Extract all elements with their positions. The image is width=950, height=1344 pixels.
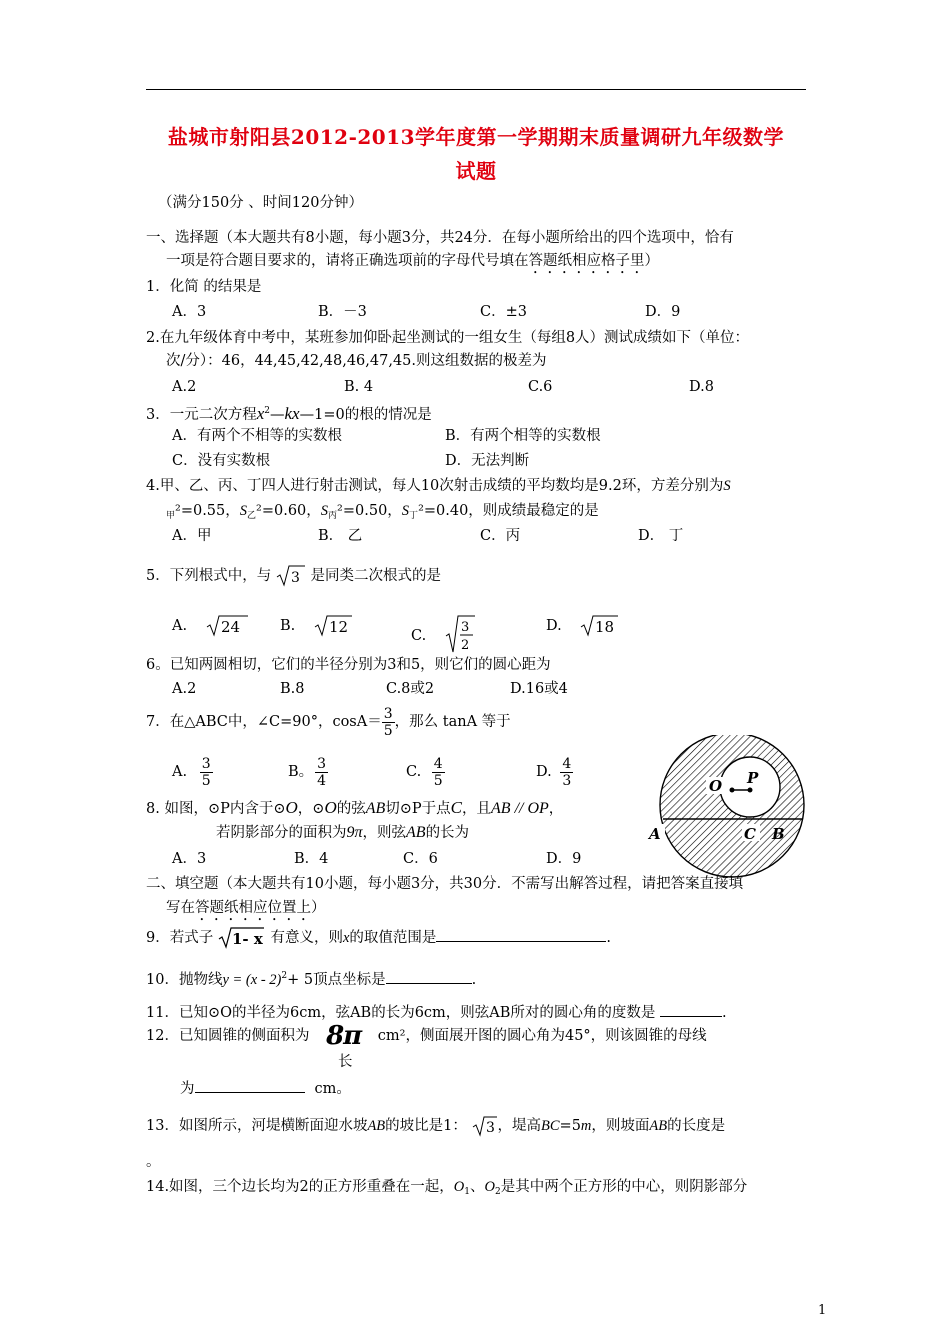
q8-l1-O1: O <box>285 798 298 817</box>
q12-wei: 为 <box>180 1081 195 1097</box>
q13-sqrt <box>472 1115 498 1137</box>
q4-s-ding: S <box>401 503 410 519</box>
q14-o2: O <box>484 1179 495 1195</box>
q8-l2-a: 若阴影部分的面积为 <box>216 825 347 841</box>
q7-frac-d-num: 4 <box>562 755 572 772</box>
q14-sep: 、 <box>470 1179 485 1195</box>
section1-header-line2 <box>166 251 659 277</box>
q11-answer-blank[interactable] <box>660 1002 722 1017</box>
q5-option-a <box>172 614 250 638</box>
q8-l2-c: 的长为 <box>425 825 470 841</box>
page-number: 1 <box>818 1303 827 1318</box>
q4-line1 <box>146 476 731 496</box>
q1-option-c: C．±3 <box>480 304 527 320</box>
q8-line2 <box>216 823 469 843</box>
section1-header-line1: 一、选择题（本大题共有8小题，每小题3分，共24分．在每小题所给出的四个选项中，恰有 <box>146 230 734 246</box>
q13-AB: AB <box>367 1118 386 1134</box>
q4-s-letter: S <box>723 478 731 494</box>
q9-radicand: 1- x <box>231 930 263 948</box>
section2-header-text: 写在 <box>166 900 195 916</box>
q11-end: . <box>722 1005 727 1021</box>
q5-option-c <box>411 614 477 654</box>
q6-stem: 6。已知两圆相切，它们的半径分别为3和5，则它们的圆心距为 <box>146 657 551 673</box>
q4-var-d: ²=0.40，则成绩最稳定的是 <box>418 503 599 519</box>
q8-l2-AB: AB <box>406 824 426 841</box>
q13-line1 <box>146 1115 725 1137</box>
header-rule <box>146 89 806 90</box>
q8-l1-e: ，且 <box>462 801 492 817</box>
q5-c-numerator: 3 <box>460 620 470 635</box>
q8-point-o <box>730 788 735 793</box>
q9-c: 的取值范围是 <box>349 930 437 946</box>
q14-line <box>146 1177 747 1202</box>
q2-option-a: A.2 <box>172 379 197 395</box>
q2-line2: 次/分）：46，44,45,42,48,46,47,45.则这组数据的极差为 <box>166 353 547 369</box>
q12-8pi-image: 8π <box>326 1021 362 1051</box>
q12-unit: cm。 <box>314 1081 351 1097</box>
q7-frac-d <box>560 756 573 789</box>
q7-frac-c-den: 5 <box>433 772 443 789</box>
q2-option-c: C.6 <box>528 379 553 395</box>
q5-c-denominator: 2 <box>460 638 470 653</box>
q4-option-c: C．丙 <box>480 528 521 544</box>
q14-sub1: 1 <box>464 1187 471 1197</box>
q7-stem-b: ，那么 tanA 等于 <box>394 714 511 730</box>
q14-o1: O <box>453 1179 465 1195</box>
q10-b: 顶点坐标是 <box>313 972 386 988</box>
q6-option-d: D.16或4 <box>510 681 568 697</box>
q12-line3 <box>180 1078 351 1099</box>
q7-cos-fraction <box>382 706 395 739</box>
q8-option-d: D．9 <box>546 851 582 867</box>
q7-frac-d-den: 3 <box>562 772 572 789</box>
q7-cos-den: 5 <box>383 722 393 739</box>
q8-option-b: B．4 <box>294 851 329 867</box>
q12-answer-blank[interactable] <box>195 1078 305 1093</box>
q5-sqrt-radicand: 3 <box>290 570 300 586</box>
q5-option-d <box>546 614 620 638</box>
q10-sup: 2 <box>281 971 288 981</box>
q7-stem <box>146 700 511 744</box>
q8-l1-AB: AB <box>365 800 386 817</box>
q8-label-c: C <box>744 825 756 843</box>
q9-end: . <box>606 930 611 946</box>
q4-option-d: D． 丁 <box>638 528 684 544</box>
q7-frac-a-den: 5 <box>201 772 211 789</box>
q8-l1-a: 8. 如图，⊙P内含于⊙ <box>146 801 286 817</box>
q8-option-c: C．6 <box>403 851 438 867</box>
q5-label-a: A. <box>172 618 188 634</box>
q8-line1 <box>146 798 563 819</box>
q13-b: 的坡比是1： <box>385 1118 467 1134</box>
q7-frac-c-num: 4 <box>433 755 443 772</box>
section2-emphasis-text: 答题纸相应位置上 <box>195 900 311 916</box>
q5-sqrt-d <box>580 614 620 638</box>
q4-sub-ding: 丁 <box>409 511 419 521</box>
q4-sub-bing: 丙 <box>328 511 338 521</box>
q7-label-d: D. <box>536 764 552 780</box>
q13-c: ，堤高 <box>497 1118 542 1134</box>
q13-radicand: 3 <box>485 1120 495 1136</box>
q6-option-b: B.8 <box>280 681 305 697</box>
q12-chang: 长 <box>338 1054 353 1070</box>
exam-meta: （满分150分 、时间120分钟） <box>158 195 363 211</box>
q8-l1-c: 的弦 <box>336 801 366 817</box>
q3-prefix: 3．一元二次方程 <box>146 407 257 423</box>
q12-a: 12．已知圆锥的侧面积为 <box>146 1028 310 1044</box>
exam-title-line1: 盐城市射阳县2012-2013学年度第一学期期末质量调研九年级数学 <box>167 125 785 149</box>
q2-option-d: D.8 <box>689 379 714 395</box>
q13-m: m <box>580 1118 592 1134</box>
q3-eq-sup: 2 <box>264 406 271 416</box>
q5-label-d: D. <box>546 618 562 634</box>
q5-stem <box>146 564 441 588</box>
q13-AB2: AB <box>649 1118 668 1134</box>
q8-point-p <box>748 788 753 793</box>
q3-stem <box>146 401 432 425</box>
q12-line1 <box>146 1021 707 1051</box>
q8-label-p: P <box>747 769 759 787</box>
q4-line2 <box>166 501 599 526</box>
q8-option-a: A．3 <box>172 851 207 867</box>
q1-option-a: A．3 <box>172 304 207 320</box>
q7-label-a: A. <box>172 764 188 780</box>
q3-option-a: A．有两个不相等的实数根 <box>172 428 342 444</box>
q7-frac-b-num: 3 <box>317 755 327 772</box>
q7-option-b <box>288 752 328 792</box>
q4-option-b: B． 乙 <box>318 528 363 544</box>
q7-frac-a-num: 3 <box>201 755 211 772</box>
q7-frac-a <box>200 756 213 789</box>
section1-header-text: 一项是符合题目要求的，请将正确选项前的字母代号填在 <box>166 253 529 269</box>
q8-l2-b: ，则弦 <box>362 825 407 841</box>
q8-l1-C: C <box>450 798 463 817</box>
q4-s-bing: S <box>320 503 329 519</box>
q8-l1-b: ，⊙ <box>297 801 325 817</box>
q9-a: 9．若式子 <box>146 930 214 946</box>
q1-option-d: D．9 <box>645 304 681 320</box>
q14-sub2: 2 <box>495 1187 501 1197</box>
q5-sqrt-symbol <box>276 564 306 588</box>
q9-line <box>146 926 611 950</box>
q4-var-c: ²=0.50， <box>337 503 402 519</box>
q11-line <box>146 1002 727 1023</box>
q13-d: =5 <box>559 1118 581 1134</box>
section1-header-close: ） <box>644 253 659 269</box>
q5-radicand-a: 24 <box>220 618 240 636</box>
q5-sqrt-a <box>206 614 250 638</box>
q7-option-c <box>406 752 445 792</box>
q4-line1-text: 4.甲、乙、丙、丁四人进行射击测试，每人10次射击成绩的平均数均是9.2环，方差分别为 <box>146 478 724 494</box>
q10-end: . <box>471 972 477 988</box>
q8-label-a: A <box>649 825 661 843</box>
q13-f: 的长度是 <box>667 1118 726 1134</box>
q7-frac-b <box>315 756 328 789</box>
q4-var-b: ²=0.60， <box>256 503 321 519</box>
q4-sub-jia: 甲 <box>166 511 176 521</box>
q8-l1-f: ， <box>548 801 564 817</box>
exam-title-line2: 试题 <box>455 159 497 183</box>
q14-a: 14.如图，三个边长均为2的正方形重叠在一起， <box>146 1179 454 1195</box>
q5-stem-a: 5．下列根式中，与 <box>146 568 272 584</box>
q9-b: 有意义，则 <box>270 930 343 946</box>
q2-option-b: B. 4 <box>344 379 374 395</box>
q1-option-b: B．－3 <box>318 304 367 320</box>
q8-l1-parallel: AB // OP <box>491 800 549 817</box>
section2-header-line1: 二、填空题（本大题共有10小题，每小题3分，共30分．不需写出解答过程，请把答案直接填 <box>146 876 744 892</box>
q3-eq-x: x <box>256 404 265 423</box>
q1-stem: 1．化简 的结果是 <box>146 279 262 295</box>
q13-e: ，则坡面 <box>591 1118 650 1134</box>
q8-l2-pi: 9π <box>346 824 363 841</box>
q13-a: 13．如图所示，河堤横断面迎水坡 <box>146 1118 368 1134</box>
section1-emphasis-text: 答题纸相应格子里 <box>528 253 645 269</box>
q7-frac-b-den: 4 <box>317 772 327 789</box>
q3-option-b: B．有两个相等的实数根 <box>445 428 601 444</box>
q13-BC: BC <box>541 1118 560 1134</box>
q10-a: 10．抛物线 <box>146 972 223 988</box>
q8-label-o: O <box>709 777 723 795</box>
q8-inner-circle-p <box>720 757 780 817</box>
q10-line <box>146 966 476 990</box>
q5-radicand-b: 12 <box>328 618 348 636</box>
q3-eq-tail: —1=0 <box>299 407 345 423</box>
q8-l1-O2: O <box>324 798 337 817</box>
q5-radicand-d: 18 <box>595 618 615 636</box>
q5-option-b <box>280 614 354 638</box>
section2-header-close: ） <box>311 900 326 916</box>
q5-stem-b: 是同类二次根式的是 <box>310 568 441 584</box>
q7-option-d <box>536 752 573 792</box>
q5-sqrt-b <box>314 614 354 638</box>
q8-l1-d: 切⊙P于点 <box>385 801 451 817</box>
q4-sub-yi: 乙 <box>247 511 257 521</box>
q4-var-a: ²=0.55， <box>175 503 240 519</box>
q11-text: 11．已知⊙O的半径为6cm，弦AB的长为6cm，则弦AB所对的圆心角的度数是 <box>146 1005 656 1021</box>
q7-option-a <box>172 752 213 792</box>
q6-option-a: A.2 <box>172 681 197 697</box>
q3-suffix: 的根的情况是 <box>344 407 432 423</box>
q8-circle-figure <box>645 735 815 880</box>
q4-option-a: A．甲 <box>172 528 212 544</box>
q7-frac-c <box>432 756 445 789</box>
q13-line2: 。 <box>146 1154 161 1170</box>
section2-header-line2 <box>166 898 326 924</box>
q6-option-c: C.8或2 <box>386 681 435 697</box>
q9-answer-blank[interactable] <box>436 927 606 942</box>
q5-sqrt-c <box>445 614 477 654</box>
q10-answer-blank[interactable] <box>386 969 472 984</box>
q7-label-b: B。 <box>288 764 314 780</box>
q3-option-c: C．没有实数根 <box>172 453 271 469</box>
q14-b: 是其中两个正方形的中心，则阴影部分 <box>500 1179 748 1195</box>
q7-stem-a: 7．在△ABC中，∠C=90°，cosA＝ <box>146 714 382 730</box>
q8-label-b: B <box>772 825 785 843</box>
q3-option-d: D．无法判断 <box>445 453 530 469</box>
q7-label-c: C. <box>406 764 422 780</box>
q5-label-c: C. <box>411 628 427 644</box>
q2-line1: 2.在九年级体育中考中，某班参加仰卧起坐测试的一组女生（每组8人）测试成绩如下（单位： <box>146 330 750 346</box>
q9-sqrt <box>218 926 266 950</box>
q9-x: x <box>342 930 350 946</box>
q4-s-yi: S <box>239 503 248 519</box>
q5-label-b: B. <box>280 618 296 634</box>
q3-eq-kx: kx <box>284 404 300 423</box>
q12-b: cm²，侧面展开图的圆心角为45°，则该圆锥的母线 <box>377 1028 707 1044</box>
q10-equation: y = (x - 2) <box>222 972 282 988</box>
q3-eq-minus: — <box>270 407 285 423</box>
q7-cos-num: 3 <box>383 705 393 722</box>
q10-equation-tail: + 5 <box>287 972 314 988</box>
